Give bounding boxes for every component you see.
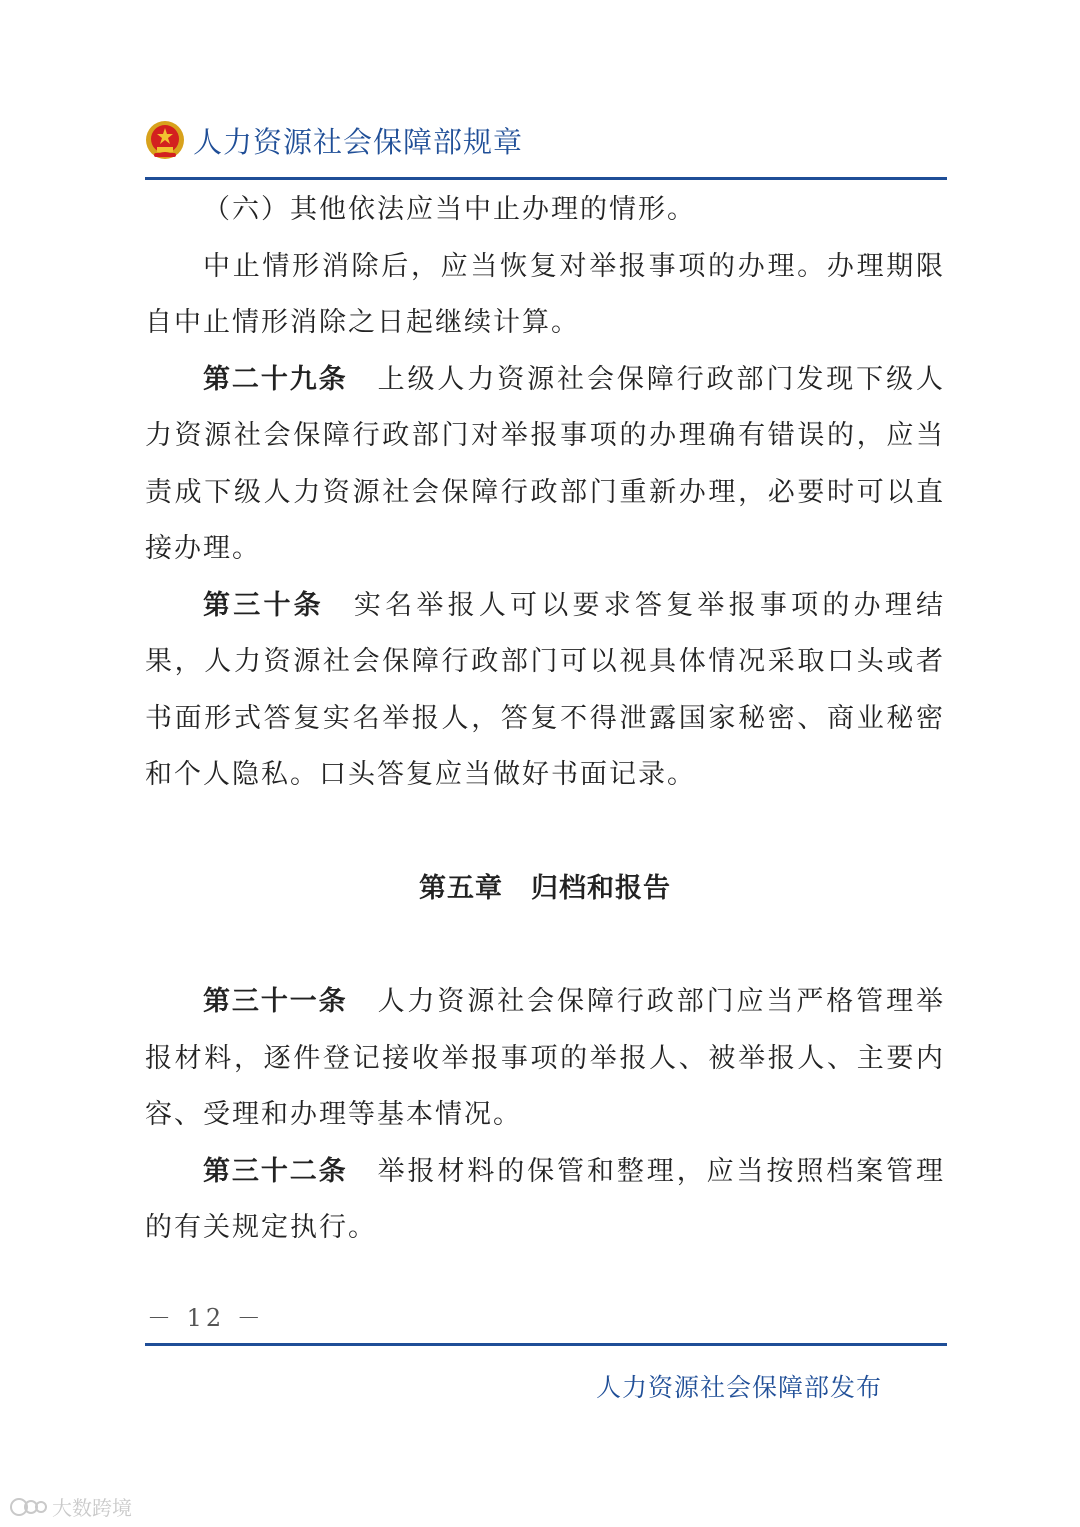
chapter-title: 归档和报告 [531, 872, 671, 904]
national-emblem-icon [145, 120, 185, 160]
header-rule [145, 177, 947, 180]
watermark-text: 大数跨境 [52, 1496, 132, 1520]
paragraph: （六）其他依法应当中止办理的情形。 [203, 194, 696, 225]
chapter-number: 第五章 [419, 872, 503, 904]
document-body [145, 182, 945, 1257]
page-header [145, 116, 523, 164]
header-title: 人力资源社会保障部规章 [193, 124, 524, 159]
article-paragraph: 第三十一条 人力资源社会保障行政部门应当严格管理举报材料，逐件登记接收举报事项的举报人、被举报人、主要内容、受理和办理等基本情况。 [145, 986, 946, 1130]
article-paragraph: 第三十二条 举报材料的保管和整理，应当按照档案管理的有关规定执行。 [145, 1155, 946, 1243]
article-paragraph: 第二十九条 上级人力资源社会保障行政部门发现下级人力资源社会保障行政部门对举报事项的办理确有错误的，应当责成下级人力资源社会保障行政部门重新办理，必要时可以直接办理。 [145, 363, 946, 564]
article-paragraph: 第三十条 实名举报人可以要求答复举报事项的办理结果，人力资源社会保障行政部门可以视具体情况采取口头或者书面形式答复实名举报人，答复不得泄露国家秘密、商业秘密和个人隐私。口头答复应当做好书面记录。 [145, 589, 946, 790]
article-number: 第二十九条 [203, 363, 348, 395]
watermark [10, 1492, 132, 1521]
footer-rule [145, 1343, 947, 1346]
footer-publisher: 人力资源社会保障部发布 [595, 1373, 882, 1402]
chapter-heading [145, 861, 945, 918]
article-number: 第三十一条 [203, 986, 348, 1017]
watermark-logo-icon [10, 1496, 48, 1518]
article-number: 第三十二条 [203, 1155, 348, 1187]
article-number: 第三十条 [203, 589, 324, 621]
page-number: － 12 － [147, 1304, 265, 1332]
paragraph: 中止情形消除后，应当恢复对举报事项的办理。办理期限自中止情形消除之日起继续计算。 [145, 250, 945, 338]
